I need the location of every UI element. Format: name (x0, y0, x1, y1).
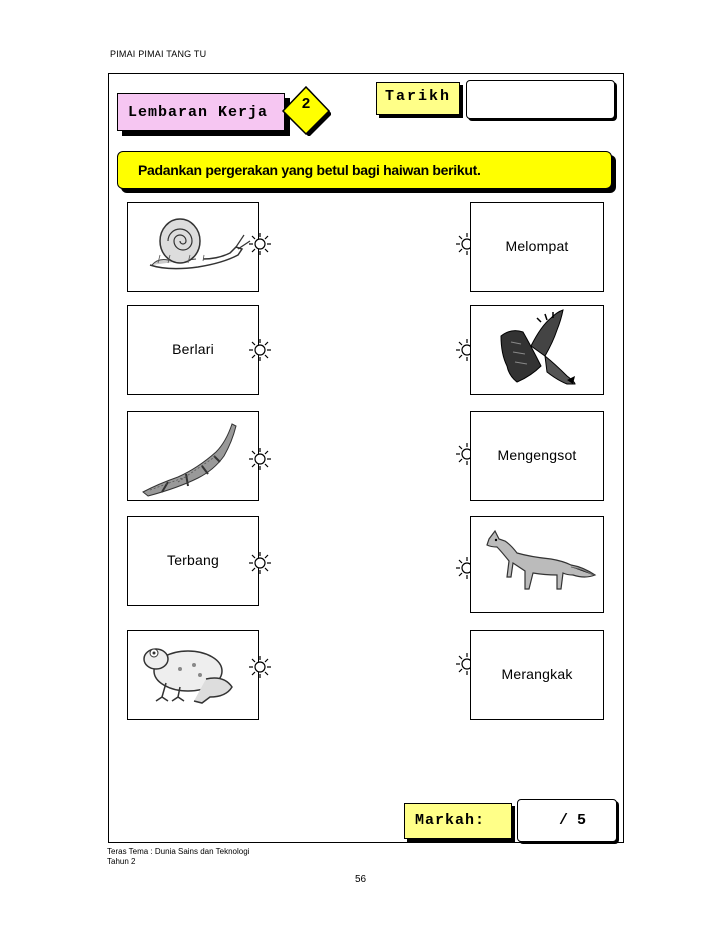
left-card-2[interactable] (127, 305, 259, 395)
movement-label: Mengengsot (497, 447, 577, 463)
movement-label: Terbang (167, 552, 219, 568)
connector-left-5-icon[interactable] (249, 656, 271, 678)
footer-info (107, 847, 249, 867)
score-label: Markah: (404, 803, 512, 839)
frog-icon (128, 631, 257, 718)
movement-label: Melompat (505, 238, 569, 254)
left-card-3[interactable] (127, 411, 259, 501)
date-field[interactable] (466, 80, 615, 119)
connector-left-2-icon[interactable] (249, 339, 271, 361)
movement-label: Merangkak (501, 666, 573, 682)
worksheet-title: Lembaran Kerja (117, 93, 285, 131)
date-label: Tarikh (376, 82, 460, 115)
snail-icon (128, 203, 257, 290)
right-card-5[interactable] (470, 630, 604, 720)
page-number: 56 (355, 874, 367, 885)
right-card-2[interactable] (470, 305, 604, 395)
left-card-1[interactable] (127, 202, 259, 292)
connector-left-1-icon[interactable] (249, 233, 271, 255)
worksheet-number: 2 (301, 96, 311, 113)
footer-year: Tahun 2 (107, 857, 136, 866)
right-card-1[interactable] (470, 202, 604, 292)
instruction-banner: Padankan pergerakan yang betul bagi haiwan berikut. (117, 151, 612, 189)
movement-label: Berlari (172, 341, 214, 357)
eagle-icon (471, 306, 602, 393)
connector-left-3-icon[interactable] (249, 448, 271, 470)
right-card-4[interactable] (470, 516, 604, 613)
left-card-5[interactable] (127, 630, 259, 720)
left-card-4[interactable] (127, 516, 259, 606)
footer-theme: Teras Tema : Dunia Sains dan Teknologi (107, 847, 250, 856)
crocodile-icon (128, 412, 257, 499)
connector-left-4-icon[interactable] (249, 552, 271, 574)
header-code: PIMAI PIMAI TANG TU (110, 49, 207, 59)
score-field[interactable]: / 5 (517, 799, 617, 842)
right-card-3[interactable] (470, 411, 604, 501)
fox-icon (471, 517, 602, 611)
